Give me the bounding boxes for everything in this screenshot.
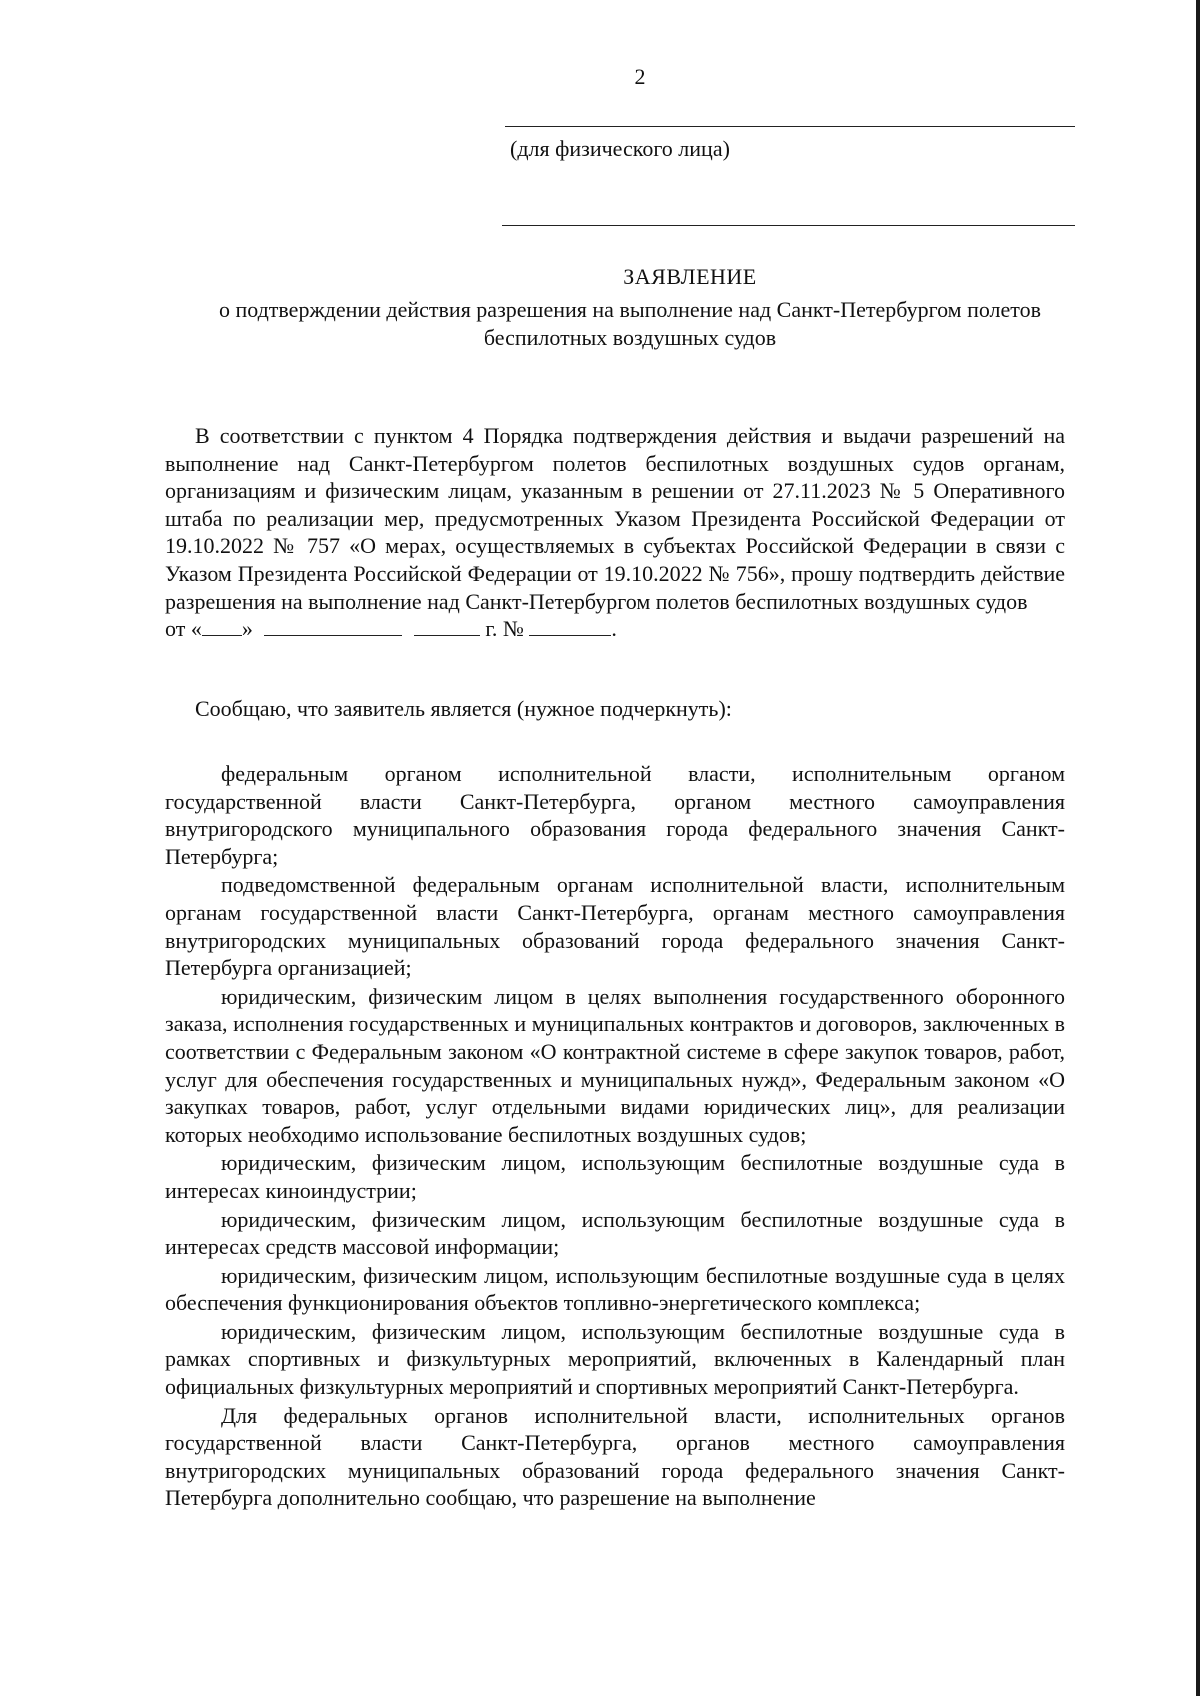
document-title: ЗАЯВЛЕНИЕ	[623, 264, 757, 289]
number-blank	[529, 617, 611, 636]
intro-section	[165, 422, 1065, 643]
applicant-name-line	[505, 126, 1075, 127]
day-blank	[202, 617, 242, 636]
option-item: юридическим, физическим лицом, использующим беспилотные воздушные суда в рамках спортивных и физкультурных мероприятий, включенных в Календарный план официальных физкультурных мероприятий и спортивных мероприятий Санкт-Петербурга.	[165, 1318, 1065, 1400]
page-number: 2	[634, 64, 646, 89]
option-item: юридическим, физическим лицом в целях выполнения государственного оборонного заказа, исполнения государственных и муниципальных контрактов и договоров, заключенных в соответствии с Федеральным законом «О контрактной системе в сфере закупок товаров, работ, услуг для обеспечения государственных и муниципальных нужд», Федеральным законом «О закупках товаров, работ, услуг отдельными видами юридических лиц», для реализации которых необходимо использование беспилотных воздушных судов;	[165, 983, 1065, 1147]
date-line-end: .	[611, 616, 617, 642]
intro-text: В соответствии с пунктом 4 Порядка подтверждения действия и выдачи разрешений на выполнение над Санкт-Петербургом полетов беспилотных воздушных судов органам, организациям и физическим лицам, указанным в решении от 27.11.2023 № 5 Оперативного штаба по реализации мер, предусмотренных Указом Президента Российской Федерации от 19.10.2022 № 757 «О мерах, осуществляемых в субъектах Российской Федерации в связи с Указом Президента Российской Федерации от 19.10.2022 № 756», прошу подтвердить действие разрешения на выполнение над Санкт-Петербургом полетов беспилотных воздушных судов	[165, 423, 1065, 614]
closing-paragraph: Для федеральных органов исполнительной власти, исполнительных органов государственной власти Санкт-Петербурга, органов местного самоуправления внутригородских муниципальных образований города федерального значения Санкт-Петербурга дополнительно сообщаю, что разрешение на выполнение	[165, 1402, 1065, 1511]
option-item: федеральным органом исполнительной власти, исполнительным органом государственной власти Санкт-Петербурга, органом местного самоуправления внутригородского муниципального образования города федерального значения Санкт-Петербурга;	[165, 761, 1065, 869]
report-section	[165, 695, 1065, 723]
applicant-options-list	[165, 760, 1065, 1513]
option-item: юридическим, физическим лицом, использующим беспилотные воздушные суда в интересах киноиндустрии;	[165, 1150, 1065, 1203]
month-blank	[264, 617, 402, 636]
date-line	[165, 615, 1065, 643]
report-line: Сообщаю, что заявитель является (нужное подчеркнуть):	[195, 696, 732, 721]
option-item: юридическим, физическим лицом, использующим беспилотные воздушные суда в интересах средств массовой информации;	[165, 1206, 1065, 1260]
number-label: г. №	[485, 616, 524, 642]
applicant-details-line	[502, 225, 1075, 226]
date-from-label: от «	[165, 616, 202, 642]
date-close-quote: »	[241, 616, 253, 642]
intro-paragraph	[165, 422, 1065, 615]
scan-edge	[1196, 0, 1200, 1696]
applicant-type-label: (для физического лица)	[510, 136, 730, 161]
option-item: юридическим, физическим лицом, использующим беспилотные воздушные суда в целях обеспечения функционирования объектов топливно-энергетического комплекса;	[165, 1262, 1065, 1316]
option-item: подведомственной федеральным органам исполнительной власти, исполнительным органам государственной власти Санкт-Петербурга, органам местного самоуправления внутригородских муниципальных образований города федерального значения Санкт-Петербурга организацией;	[165, 872, 1065, 981]
year-blank	[414, 617, 480, 636]
document-subtitle: о подтверждении действия разрешения на выполнение над Санкт-Петербургом полетов беспилотных воздушных судов	[218, 297, 1042, 350]
